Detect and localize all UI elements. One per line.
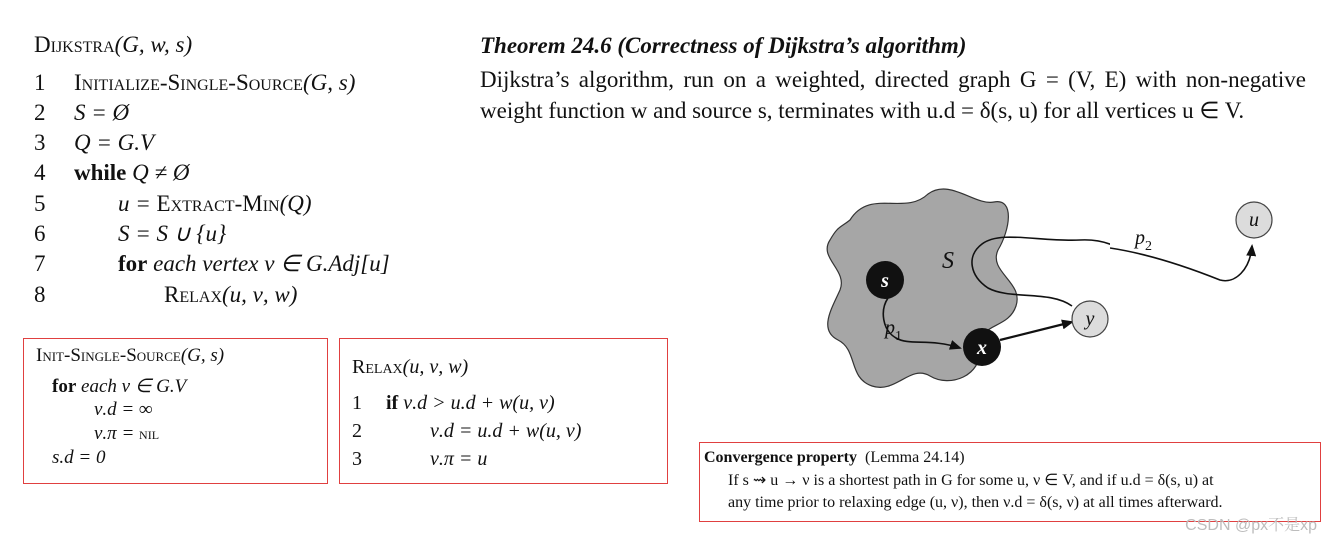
line-number: 4 [34,160,46,185]
proc-name: Extract-Min [156,191,280,216]
init-line-4: s.d = 0 [52,447,106,468]
init-single-source-box [23,338,328,484]
statement: S = S ∪ {u} [118,221,227,246]
statement: each vertex ν ∈ G.Adj[u] [153,251,390,276]
line-number: 8 [34,282,46,307]
line-number: 5 [34,191,46,216]
init-line-3 [94,423,159,445]
statement: Q ≠ Ø [132,160,190,185]
statement: ν.d = u.d + w(u, ν) [430,420,582,442]
line-number: 3 [34,130,46,155]
p1-subscript: 1 [895,329,902,344]
proc-name: Relax [164,282,222,307]
dijkstra-proof-figure [810,180,1110,420]
relax-line [352,448,488,471]
convergence-title: Convergence property [704,449,857,466]
watermark: CSDN @px不是xp [1185,517,1317,534]
convergence-box [699,442,1321,522]
line-number: 1 [352,392,362,414]
keyword: for [52,376,77,397]
node-u-label: u [1249,209,1259,231]
statement: ν.d > u.d + w(u, ν) [403,392,555,414]
statement: u = [118,191,157,216]
relax-title [352,356,468,379]
dijkstra-proof-figure-right [1110,180,1290,300]
keyword: while [74,160,127,185]
statement: Q = G.V [74,130,155,155]
node-y-label: y [1085,308,1095,330]
proc-args: (u, ν, w) [222,282,298,307]
init-args: (G, s) [180,345,225,366]
convergence-line-2: any time prior to relaxing edge (u, ν), then ν.d = δ(s, ν) at all times afterward. [728,494,1223,511]
relax-box [339,338,668,484]
convergence-ref: (Lemma 24.14) [865,449,965,466]
path-p2-edge-end [1110,246,1252,281]
keyword: if [386,392,399,414]
line-number: 3 [352,448,362,470]
statement: ν.π = [94,423,140,444]
p2-label [1133,227,1152,254]
statement: S = Ø [74,100,130,125]
edge-x-y [1000,322,1072,340]
proc-name: Initialize-Single-Source [74,70,303,95]
dijkstra-args: (G, w, s) [114,32,193,57]
theorem-body: Dijkstra’s algorithm, run on a weighted, directed graph G = (V, E) with non-negative weight function w and source s, terminates with u.d = δ(s, u) for all vertices u ∈ V. [480,67,1306,123]
node-s-label: s [881,270,889,292]
init-line-2: ν.d = ∞ [94,399,153,420]
dijkstra-name: Dijkstra [34,32,115,57]
line-number: 6 [34,221,46,246]
statement: ν.π = u [430,448,488,470]
theorem-title: Theorem 24.6 (Correctness of Dijkstra’s algorithm) [480,33,967,58]
keyword: for [118,251,148,276]
proc-args: (G, s) [302,70,356,95]
line-number: 1 [34,70,46,95]
convergence-title-line [704,447,965,469]
proc-args: (Q) [279,191,312,216]
relax-name: Relax [352,356,403,378]
init-title [36,345,224,367]
line-number: 2 [34,100,46,125]
line-number: 7 [34,251,46,276]
nil-constant: nil [139,424,160,443]
p1-letter: p [885,317,895,339]
line-number: 2 [352,420,362,442]
convergence-line-1: If s ⇝ u → ν is a shortest path in G for some u, ν ∈ V, and if u.d = δ(s, u) at [728,472,1214,489]
statement: each ν ∈ G.V [81,376,187,397]
init-line-1 [52,375,186,398]
set-s-label: S [942,248,954,274]
init-name: Init-Single-Source [36,345,181,366]
p2-subscript: 2 [1145,239,1152,254]
p2-letter: p [1135,227,1145,249]
node-x-label: x [977,337,987,359]
relax-line [352,420,582,443]
relax-line [352,392,555,415]
dijkstra-title [34,32,192,58]
relax-args: (u, ν, w) [402,356,469,378]
